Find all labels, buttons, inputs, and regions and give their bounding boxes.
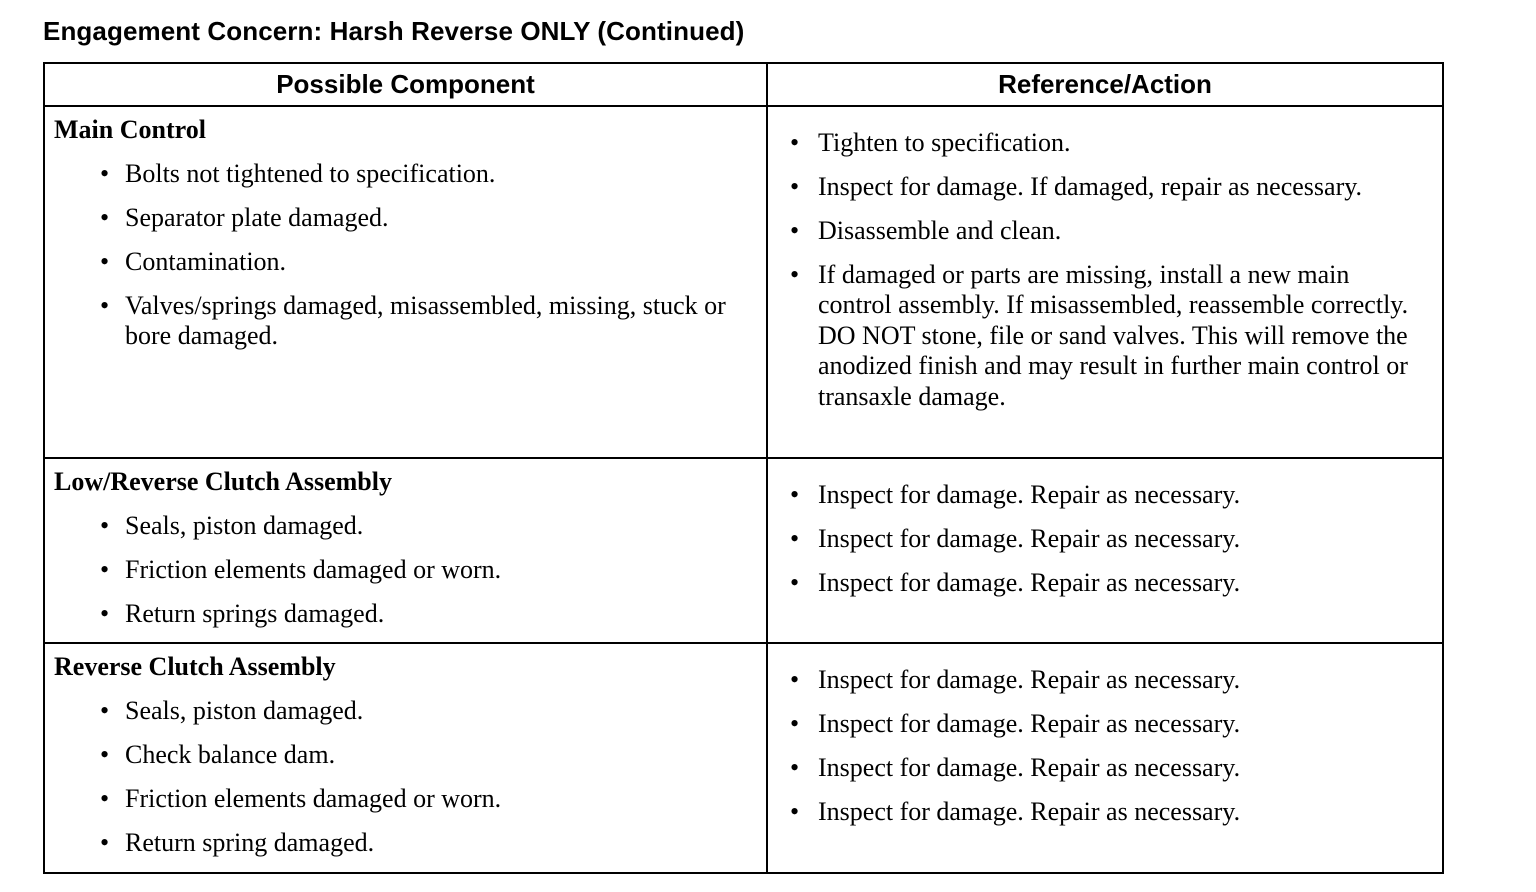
bullet-icon: • [100, 598, 110, 628]
list-item [54, 291, 766, 352]
bullet-icon: • [790, 479, 800, 509]
action-text: Inspect for damage. Repair as necessary. [818, 664, 1241, 694]
bullet-icon: • [790, 664, 800, 694]
component-text: Friction elements damaged or worn. [125, 554, 502, 584]
list-item [54, 511, 766, 542]
action-text: Inspect for damage. Repair as necessary. [818, 567, 1241, 597]
action-text: Tighten to specification. [818, 127, 1071, 157]
bullet-icon: • [100, 554, 110, 584]
list-item [777, 128, 1442, 159]
action-text: Inspect for damage. Repair as necessary. [818, 796, 1241, 826]
diagnostic-table [43, 62, 1444, 874]
list-item [777, 568, 1442, 599]
component-list [54, 159, 766, 352]
bullet-icon: • [100, 202, 110, 232]
bullet-icon: • [100, 290, 110, 320]
list-item [777, 665, 1442, 696]
component-cell [44, 106, 767, 458]
bullet-icon: • [790, 708, 800, 738]
action-text: Inspect for damage. If damaged, repair as necessary. [818, 171, 1363, 201]
list-item [54, 599, 766, 630]
bullet-icon: • [100, 695, 110, 725]
list-item [54, 828, 766, 859]
bullet-icon: • [790, 215, 800, 245]
list-item [54, 555, 766, 586]
list-item [54, 159, 766, 190]
action-list [777, 128, 1442, 413]
action-cell [767, 458, 1443, 643]
list-item [777, 480, 1442, 511]
list-item [777, 797, 1442, 828]
action-list [777, 665, 1442, 828]
bullet-icon: • [100, 158, 110, 188]
component-text: Seals, piston damaged. [125, 695, 364, 725]
bullet-icon: • [100, 510, 110, 540]
component-text: Seals, piston damaged. [125, 510, 364, 540]
section-title: Reverse Clutch Assembly [54, 652, 336, 681]
list-item [777, 172, 1442, 203]
action-list [777, 480, 1442, 599]
list-item [777, 524, 1442, 555]
component-list [54, 511, 766, 630]
component-text: Separator plate damaged. [125, 202, 389, 232]
component-text: Check balance dam. [125, 739, 336, 769]
section-title: Main Control [54, 115, 206, 144]
action-text: Inspect for damage. Repair as necessary. [818, 479, 1241, 509]
action-text: Inspect for damage. Repair as necessary. [818, 752, 1241, 782]
bullet-icon: • [100, 783, 110, 813]
list-item [777, 260, 1442, 413]
component-text: Contamination. [125, 246, 287, 276]
list-item [54, 247, 766, 278]
component-cell [44, 643, 767, 873]
bullet-icon: • [790, 523, 800, 553]
section-row-main-control [44, 106, 1443, 458]
component-cell [44, 458, 767, 643]
header-possible-component: Possible Component [44, 63, 767, 106]
action-text: If damaged or parts are missing, install a new main control assembly. If misassembled, reassemble correctly. DO NOT stone, file or sand valves. This will remove the anodized finish and may result in further main control or transaxle damage. [818, 259, 1409, 411]
list-item [54, 696, 766, 727]
list-item [54, 740, 766, 771]
list-item [54, 203, 766, 234]
section-row-low-reverse-clutch [44, 458, 1443, 643]
list-item [54, 784, 766, 815]
list-item [777, 216, 1442, 247]
bullet-icon: • [790, 171, 800, 201]
section-row-reverse-clutch [44, 643, 1443, 873]
component-text: Friction elements damaged or worn. [125, 783, 502, 813]
page-title: Engagement Concern: Harsh Reverse ONLY (Continued) [43, 16, 745, 46]
bullet-icon: • [790, 567, 800, 597]
bullet-icon: • [100, 739, 110, 769]
action-cell [767, 106, 1443, 458]
bullet-icon: • [790, 127, 800, 157]
section-title: Low/Reverse Clutch Assembly [54, 467, 392, 496]
header-reference-action: Reference/Action [767, 63, 1443, 106]
bullet-icon: • [790, 259, 800, 289]
bullet-icon: • [100, 246, 110, 276]
bullet-icon: • [790, 752, 800, 782]
bullet-icon: • [100, 827, 110, 857]
component-text: Bolts not tightened to specification. [125, 158, 496, 188]
table-header-row [44, 63, 1443, 106]
component-text: Return spring damaged. [125, 827, 375, 857]
list-item [777, 753, 1442, 784]
action-text: Inspect for damage. Repair as necessary. [818, 523, 1241, 553]
component-list [54, 696, 766, 859]
action-text: Inspect for damage. Repair as necessary. [818, 708, 1241, 738]
list-item [777, 709, 1442, 740]
component-text: Valves/springs damaged, misassembled, missing, stuck or bore damaged. [125, 290, 726, 350]
bullet-icon: • [790, 796, 800, 826]
action-text: Disassemble and clean. [818, 215, 1062, 245]
component-text: Return springs damaged. [125, 598, 385, 628]
action-cell [767, 643, 1443, 873]
